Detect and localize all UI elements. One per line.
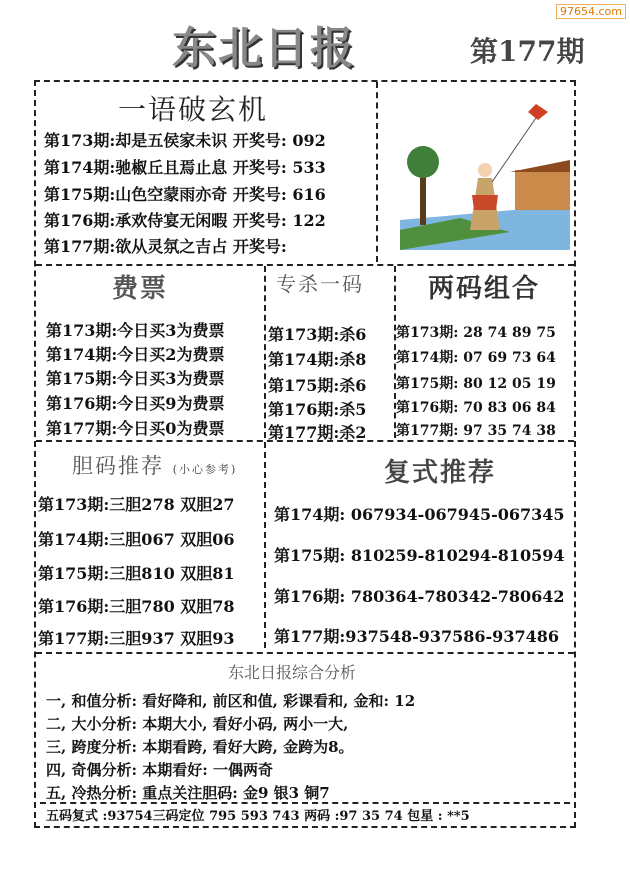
- riddle-row: 第175期:山色空蒙雨亦奇 开奖号: 616: [44, 185, 326, 204]
- fee-row: 第173期:今日买3为费票: [46, 321, 225, 340]
- fushi-row: 第175期: 810259-810294-810594: [274, 546, 565, 565]
- kill-row: 第177期:杀2: [268, 423, 367, 442]
- fee-row: 第174期:今日买2为费票: [46, 345, 225, 364]
- fee-divider: [264, 266, 266, 438]
- analysis-footer-divider: [40, 802, 570, 804]
- analysis-title: 东北日报综合分析: [228, 663, 357, 682]
- pair-row: 第174期: 07 69 73 64: [396, 350, 556, 366]
- riddle-row: 第173期:却是五侯家未识 开奖号: 092: [44, 131, 326, 150]
- riddle-row: 第177期:欲从灵氛之吉占 开奖号:: [44, 237, 287, 256]
- dan-divider: [264, 442, 266, 648]
- analysis-row: 五, 冷热分析: 重点关注胆码: 金9 银3 铜7: [46, 784, 330, 802]
- issue-number: 第177期: [470, 35, 585, 68]
- masthead-title: 东北日报: [172, 23, 356, 74]
- analysis-row: 三, 跨度分析: 本期看跨, 看好大跨, 金跨为8。: [46, 738, 354, 756]
- fushi-row: 第174期: 067934-067945-067345: [274, 505, 565, 524]
- divider-3: [36, 652, 574, 654]
- divider-2: [36, 440, 574, 442]
- analysis-footer: 五码复式 :93754三码定位 795 593 743 两码 :97 35 74 包星 : **5: [46, 809, 470, 824]
- dan-row: 第177期:三胆937 双胆93: [38, 629, 235, 648]
- fee-title: 费票: [112, 274, 169, 304]
- pair-row: 第175期: 80 12 05 19: [396, 376, 556, 392]
- dan-row: 第174期:三胆067 双胆06: [38, 530, 235, 549]
- kill-row: 第176期:杀5: [268, 400, 367, 419]
- kill-row: 第175期:杀6: [268, 376, 367, 395]
- fushi-row: 第176期: 780364-780342-780642: [274, 587, 565, 606]
- dan-row: 第173期:三胆278 双胆27: [38, 495, 235, 514]
- riddle-row: 第176期:承欢侍宴无闲暇 开奖号: 122: [44, 211, 326, 230]
- fee-row: 第177期:今日买0为费票: [46, 419, 225, 438]
- pair-row: 第177期: 97 35 74 38: [396, 423, 556, 439]
- dan-title: [72, 450, 237, 480]
- kill-title: 专杀一码: [276, 272, 364, 296]
- dan-title-text: 胆码推荐: [72, 454, 164, 478]
- fee-row: 第176期:今日买9为费票: [46, 394, 225, 413]
- pair-title: 两码组合: [428, 274, 541, 304]
- watermark: 97654.com: [556, 4, 626, 19]
- fushi-title: 复式推荐: [384, 458, 497, 488]
- analysis-row: 一, 和值分析: 看好降和, 前区和值, 彩课看和, 金和: 12: [46, 692, 416, 710]
- riddle-title: 一语破玄机: [118, 93, 269, 126]
- kite-illustration: [400, 100, 570, 250]
- divider-1: [36, 264, 574, 266]
- riddle-row: 第174期:驰椒丘且焉止息 开奖号: 533: [44, 158, 326, 177]
- analysis-row: 二, 大小分析: 本期大小, 看好小码, 两小一大,: [46, 715, 349, 733]
- dan-row: 第175期:三胆810 双胆81: [38, 564, 235, 583]
- pair-row: 第176期: 70 83 06 84: [396, 400, 556, 416]
- pair-row: 第173期: 28 74 89 75: [396, 325, 556, 341]
- riddle-divider: [376, 82, 378, 262]
- analysis-row: 四, 奇偶分析: 本期看好: 一偶两奇: [46, 761, 273, 779]
- dan-row: 第176期:三胆780 双胆78: [38, 597, 235, 616]
- fee-row: 第175期:今日买3为费票: [46, 369, 225, 388]
- kill-row: 第174期:杀8: [268, 350, 367, 369]
- fushi-row: 第177期:937548-937586-937486: [274, 627, 559, 646]
- dan-note: (小心参考): [172, 463, 238, 476]
- kill-row: 第173期:杀6: [268, 325, 367, 344]
